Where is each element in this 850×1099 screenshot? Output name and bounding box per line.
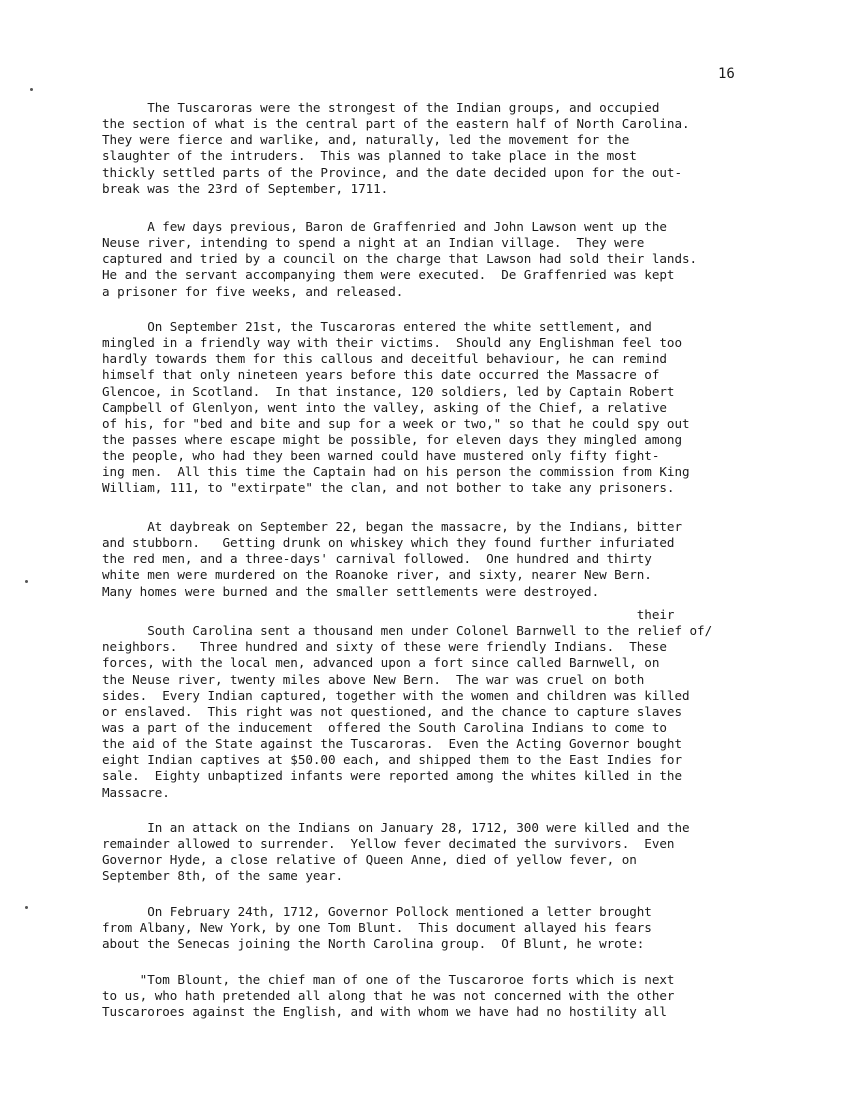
text-line: from Albany, New York, by one Tom Blunt. This document allayed his fears bbox=[102, 920, 652, 936]
text-line: about the Senecas joining the North Carolina group. Of Blunt, he wrote: bbox=[102, 936, 645, 952]
text-line: Massacre. bbox=[102, 784, 170, 800]
scan-speck bbox=[25, 580, 28, 583]
text-line: "Tom Blount, the chief man of one of the Tuscaroroe forts which is next bbox=[102, 972, 675, 987]
text-line: William, 111, to "extirpate" the clan, and not bother to take any prisoners. bbox=[102, 480, 675, 496]
scan-speck bbox=[25, 906, 28, 909]
text-line: Governor Hyde, a close relative of Queen Anne, died of yellow fever, on bbox=[102, 852, 637, 868]
text-line: On September 21st, the Tuscaroras entered the white settlement, and bbox=[102, 319, 652, 334]
text-line: forces, with the local men, advanced upon a fort since called Barnwell, on bbox=[102, 655, 660, 671]
paragraph-tom-blount-quote bbox=[102, 972, 674, 1020]
text-line: white men were murdered on the Roanoke river, and sixty, nearer New Bern. bbox=[102, 567, 652, 583]
paragraph-tuscaroras bbox=[102, 100, 690, 197]
text-line: The Tuscaroras were the strongest of the Indian groups, and occupied bbox=[102, 100, 660, 115]
text-line: South Carolina sent a thousand men under Colonel Barnwell to the relief of/ bbox=[102, 623, 713, 639]
paragraph-september-22 bbox=[102, 519, 682, 600]
text-line: Glencoe, in Scotland. In that instance, 120 soldiers, led by Captain Robert bbox=[102, 383, 675, 399]
text-line: the aid of the State against the Tuscaroras. Even the Acting Governor bought bbox=[102, 736, 682, 752]
text-line: himself that only nineteen years before this date occurred the Massacre of bbox=[102, 367, 660, 383]
text-line: On February 24th, 1712, Governor Pollock mentioned a letter brought bbox=[102, 904, 652, 919]
text-line: They were fierce and warlike, and, naturally, led the movement for the bbox=[102, 132, 630, 148]
paragraph-graffenried bbox=[102, 219, 697, 300]
page-number: 16 bbox=[718, 66, 735, 82]
text-line: September 8th, of the same year. bbox=[102, 868, 344, 884]
text-line: Neuse river, intending to spend a night at an Indian village. They were bbox=[102, 235, 645, 251]
text-line: the red men, and a three-days' carnival followed. One hundred and thirty bbox=[102, 551, 652, 567]
scan-speck bbox=[30, 88, 33, 91]
text-line: or enslaved. This right was not questioned, and the chance to capture slaves bbox=[102, 703, 682, 719]
paragraph-september-21 bbox=[102, 319, 690, 497]
text-line: Campbell of Glenlyon, went into the valley, asking of the Chief, a relative bbox=[102, 399, 667, 415]
text-line: He and the servant accompanying them were executed. De Graffenried was kept bbox=[102, 267, 675, 283]
text-line: remainder allowed to surrender. Yellow fever decimated the survivors. Even bbox=[102, 836, 675, 852]
text-line: A few days previous, Baron de Graffenried and John Lawson went up the bbox=[102, 219, 667, 234]
text-line: the section of what is the central part of the eastern half of North Carolina. bbox=[102, 116, 690, 132]
text-line: thickly settled parts of the Province, and the date decided upon for the out- bbox=[102, 164, 682, 180]
text-line: captured and tried by a council on the charge that Lawson had sold their lands. bbox=[102, 251, 698, 267]
text-line: sides. Every Indian captured, together with the women and children was killed bbox=[102, 687, 690, 703]
paragraph-january-attack bbox=[102, 820, 690, 885]
text-line: neighbors. Three hundred and sixty of these were friendly Indians. These bbox=[102, 639, 667, 655]
text-line: eight Indian captives at $50.00 each, and shipped them to the East Indies for bbox=[102, 752, 682, 768]
text-line: In an attack on the Indians on January 28, 1712, 300 were killed and the bbox=[102, 820, 690, 835]
text-line: to us, who hath pretended all along that he was not concerned with the other bbox=[102, 988, 675, 1004]
text-line: the Neuse river, twenty miles above New Bern. The war was cruel on both bbox=[102, 671, 645, 687]
text-line: sale. Eighty unbaptized infants were reported among the whites killed in the bbox=[102, 768, 682, 784]
text-line: Tuscaroroes against the English, and with whom we have had no hostility all bbox=[102, 1004, 667, 1020]
text-line: the passes where escape might be possible, for eleven days they mingled among bbox=[102, 431, 682, 447]
paragraph-february-letter bbox=[102, 904, 652, 952]
paragraph-south-carolina bbox=[102, 607, 712, 801]
text-line: of his, for "bed and bite and sup for a week or two," so that he could spy out bbox=[102, 415, 690, 431]
text-line: a prisoner for five weeks, and released. bbox=[102, 283, 404, 299]
text-line: hardly towards them for this callous and deceitful behaviour, he can remind bbox=[102, 351, 667, 367]
text-line: their bbox=[102, 607, 675, 622]
text-line: Many homes were burned and the smaller settlements were destroyed. bbox=[102, 583, 600, 599]
text-line: At daybreak on September 22, began the massacre, by the Indians, bitter bbox=[102, 519, 682, 534]
text-line: break was the 23rd of September, 1711. bbox=[102, 180, 389, 196]
text-line: mingled in a friendly way with their victims. Should any Englishman feel too bbox=[102, 335, 682, 351]
text-line: and stubborn. Getting drunk on whiskey which they found further infuriated bbox=[102, 535, 675, 551]
text-line: was a part of the inducement offered the South Carolina Indians to come to bbox=[102, 719, 667, 735]
text-line: the people, who had they been warned could have mustered only fifty fight- bbox=[102, 448, 660, 464]
text-line: ing men. All this time the Captain had on his person the commission from King bbox=[102, 464, 690, 480]
text-line: slaughter of the intruders. This was planned to take place in the most bbox=[102, 148, 637, 164]
